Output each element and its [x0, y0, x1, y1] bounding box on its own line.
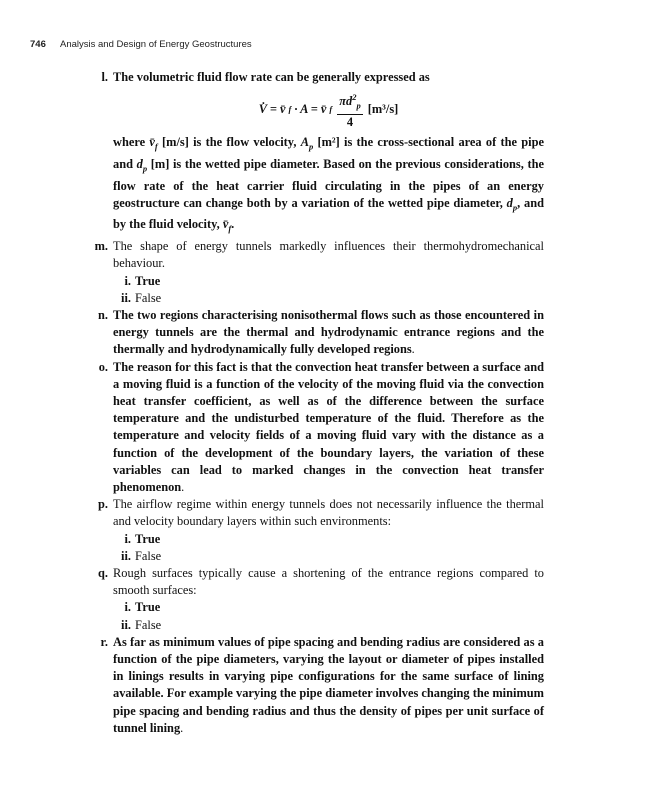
item-label: o.: [98, 359, 108, 374]
item-text: Rough surfaces typically cause a shortening of the entrance regions compared to smooth surfaces:: [113, 565, 544, 598]
answer-item-r: r. As far as minimum values of pipe spacing and bending radius are considered as a function of the pipe diameters, varying the layout or diameter of pipes installed in linings results in varying pipe configurations for the same surface of lining available. For example varying the pipe diameter involves changing the minimum pipe spacing and bending radius and thus the density of pipes per unit surface of tunnel lining.: [78, 634, 544, 737]
option-false: ii. False: [121, 617, 162, 632]
option-false: ii. False: [121, 548, 162, 563]
equation-fraction: $\frac{\pi d^2_p}{4}$: [339, 92, 361, 129]
flow-rate-equation: V̇ = v̄ f · A = v̄ f $\frac{\pi d^2_p}{4}$ [m³/s]: [258, 92, 399, 129]
answer-item-p: [78, 496, 544, 530]
item-text: The volumetric fluid flow rate can be generally expressed as: [113, 70, 430, 84]
answer-item-l: [78, 69, 544, 86]
answer-item-q: [78, 565, 544, 599]
item-label: l.: [101, 70, 108, 84]
item-text: The reason for this fact is that the convection heat transfer between a surface and a moving fluid is a function of the velocity of the moving fluid via the convection heat transfer coefficient, as well as of the difference between the surface temperature and the undisturbed temperature of the fluid. Therefore as the temperature and velocity fields of a moving fluid vary with the distance as a function of the development of the boundary layers, the variation of these variables can lead to marked changes in the convection heat transfer phenomenon: [113, 359, 544, 494]
item-label: m.: [94, 239, 108, 254]
running-title: Analysis and Design of Energy Geostructures: [59, 39, 252, 50]
item-text: As far as minimum values of pipe spacing and bending radius are considered as a function of the pipe diameters, varying the layout or diameter of pipes installed in linings results in varying pipe configurations for the same surface of lining available. For example varying the pipe diameter involves changing the minimum pipe spacing and bending radius and thus the density of pipes per unit surface of tunnel lining: [113, 634, 544, 735]
item-label: p.: [98, 497, 108, 512]
item-label: n.: [98, 307, 108, 322]
answer-item-m: [78, 238, 544, 272]
answer-item-o: o. The reason for this fact is that the convection heat transfer between a surface and a moving fluid is a function of the velocity of the moving fluid via the convection heat transfer coefficient, as well as of the difference between the surface temperature and the undisturbed temperature of the fluid. Therefore as the temperature and velocity fields of a moving fluid vary with the distance as a function of the development of the boundary layers, the variation of these variables can lead to marked changes in the convection heat transfer phenomenon.: [78, 359, 544, 497]
item-text: The shape of energy tunnels markedly influences their thermohydromechanical behaviour.: [113, 239, 544, 271]
equation-unit: [m³/s]: [367, 101, 399, 116]
option-true: i. True: [124, 600, 161, 615]
item-label: q.: [98, 565, 108, 580]
answer-item-l-body: where $v̄_f$ [m/s] is the flow velocity, $A_p$ [m²] is the cross-sectional area of the pipe and $d_p$ [m] is the wetted pipe diameter. Based on the previous considerations, the flow rate of the heat carrier fluid circulating in the pipes of an energy geostructure can change both by a variation of the wetted pipe diameter, $d_p$, and by the fluid velocity, $v̄_f$.: [113, 135, 545, 234]
answer-item-n: n. The two regions characterising nonisothermal flows such as those encountered in energy tunnels are the thermal and hydrodynamic entrance regions and the thermally and hydrodynamically fully developed regions.: [78, 307, 544, 359]
page-body: [78, 69, 544, 737]
option-true: i. True: [124, 531, 161, 546]
option-true: i. True: [124, 273, 161, 288]
item-label: r.: [100, 634, 108, 649]
item-text: The two regions characterising nonisothermal flows such as those encountered in energy tunnels are the thermal and hydrodynamic entrance regions and the thermally and hydrodynamically fully developed regions: [113, 307, 544, 357]
page-number: 746: [30, 39, 46, 50]
page-header: [30, 39, 252, 50]
item-text: The airflow regime within energy tunnels does not necessarily influence the thermal and velocity boundary layers within such environments:: [113, 497, 544, 529]
option-false: ii. False: [121, 290, 162, 305]
